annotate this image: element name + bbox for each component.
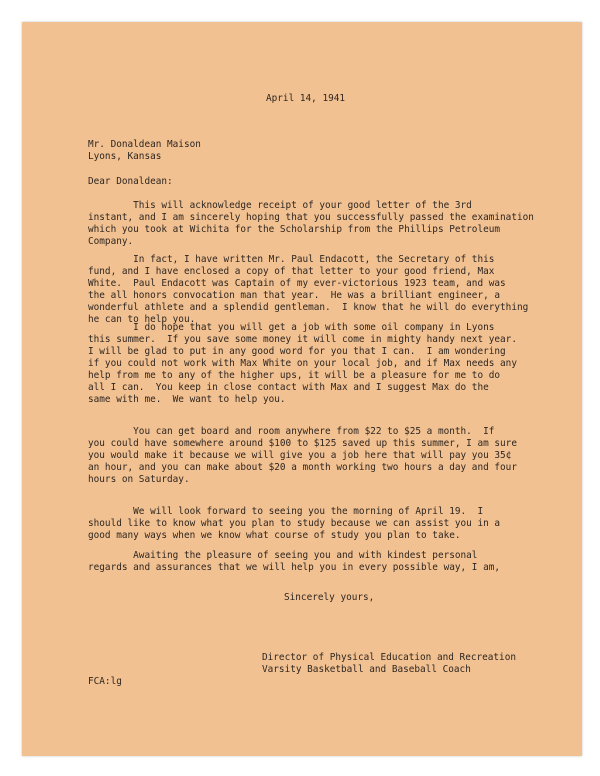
text-line: White. Paul Endacott was Captain of my ever-victorious 1923 team, and was xyxy=(88,278,506,289)
text-line: You can get board and room anywhere from $22 to $25 a month. If xyxy=(88,426,495,437)
complimentary-close: Sincerely yours, xyxy=(284,592,375,603)
recipient-name: Mr. Donaldean Maison xyxy=(88,139,201,150)
text-line: I do hope that you will get a job with some oil company in Lyons xyxy=(88,322,495,333)
text-line: In fact, I have written Mr. Paul Endacott, the Secretary of this xyxy=(88,254,495,265)
paragraph-4 xyxy=(88,426,517,486)
text-line: Awaiting the pleasure of seeing you and with kindest personal xyxy=(88,550,478,561)
text-line: help from me to any of the higher ups, it will be a pleasure for me to do xyxy=(88,370,501,381)
paragraph-1 xyxy=(88,200,534,248)
signature-title-line: Director of Physical Education and Recreation xyxy=(262,652,516,663)
text-line: if you could not work with Max White on your local job, and if Max needs any xyxy=(88,358,517,369)
text-line: good many ways when we know what course of study you plan to take. xyxy=(88,530,461,541)
text-line: I will be glad to put in any good word for you that I can. I am wondering xyxy=(88,346,506,357)
text-line: hours on Saturday. xyxy=(88,474,190,485)
paragraph-6 xyxy=(88,550,500,574)
text-line: Company. xyxy=(88,236,134,247)
paragraph-2 xyxy=(88,254,528,326)
text-line: same with me. We want to help you. xyxy=(88,394,286,405)
text-line: fund, and I have enclosed a copy of that letter to your good friend, Max xyxy=(88,266,495,277)
letter-page xyxy=(22,22,582,756)
signature-block xyxy=(262,652,516,676)
text-line: which you took at Wichita for the Scholarship from the Phillips Petroleum xyxy=(88,224,501,235)
text-line: should like to know what you plan to study because we can assist you in a xyxy=(88,518,501,529)
recipient-city: Lyons, Kansas xyxy=(88,151,162,162)
reference-initials: FCA:lg xyxy=(88,676,122,687)
text-line: an hour, and you can make about $20 a month working two hours a day and four xyxy=(88,462,517,473)
paragraph-3 xyxy=(88,322,517,406)
text-line: instant, and I am sincerely hoping that you successfully passed the examination xyxy=(88,212,534,223)
recipient-address xyxy=(88,139,201,163)
salutation: Dear Donaldean: xyxy=(88,176,173,187)
text-line: regards and assurances that we will help you in every possible way, I am, xyxy=(88,562,501,573)
text-line: all I can. You keep in close contact with Max and I suggest Max do the xyxy=(88,382,489,393)
text-line: wonderful athlete and a splendid gentleman. I know that he will do everything xyxy=(88,302,529,313)
text-line: you could have somewhere around $100 to $125 saved up this summer, I am sure xyxy=(88,438,517,449)
text-line: the all honors convocation man that year. He was a brilliant engineer, a xyxy=(88,290,501,301)
text-line: you would make it because we will give you a job here that will pay you 35¢ xyxy=(88,450,512,461)
signature-title-line: Varsity Basketball and Baseball Coach xyxy=(262,664,471,675)
letter-date: April 14, 1941 xyxy=(266,93,346,104)
text-line: We will look forward to seeing you the morning of April 19. I xyxy=(88,506,484,517)
paragraph-5 xyxy=(88,506,500,542)
text-line: This will acknowledge receipt of your good letter of the 3rd xyxy=(88,200,472,211)
text-line: he can to help you. xyxy=(88,314,196,325)
text-line: this summer. If you save some money it will come in mighty handy next year. xyxy=(88,334,517,345)
